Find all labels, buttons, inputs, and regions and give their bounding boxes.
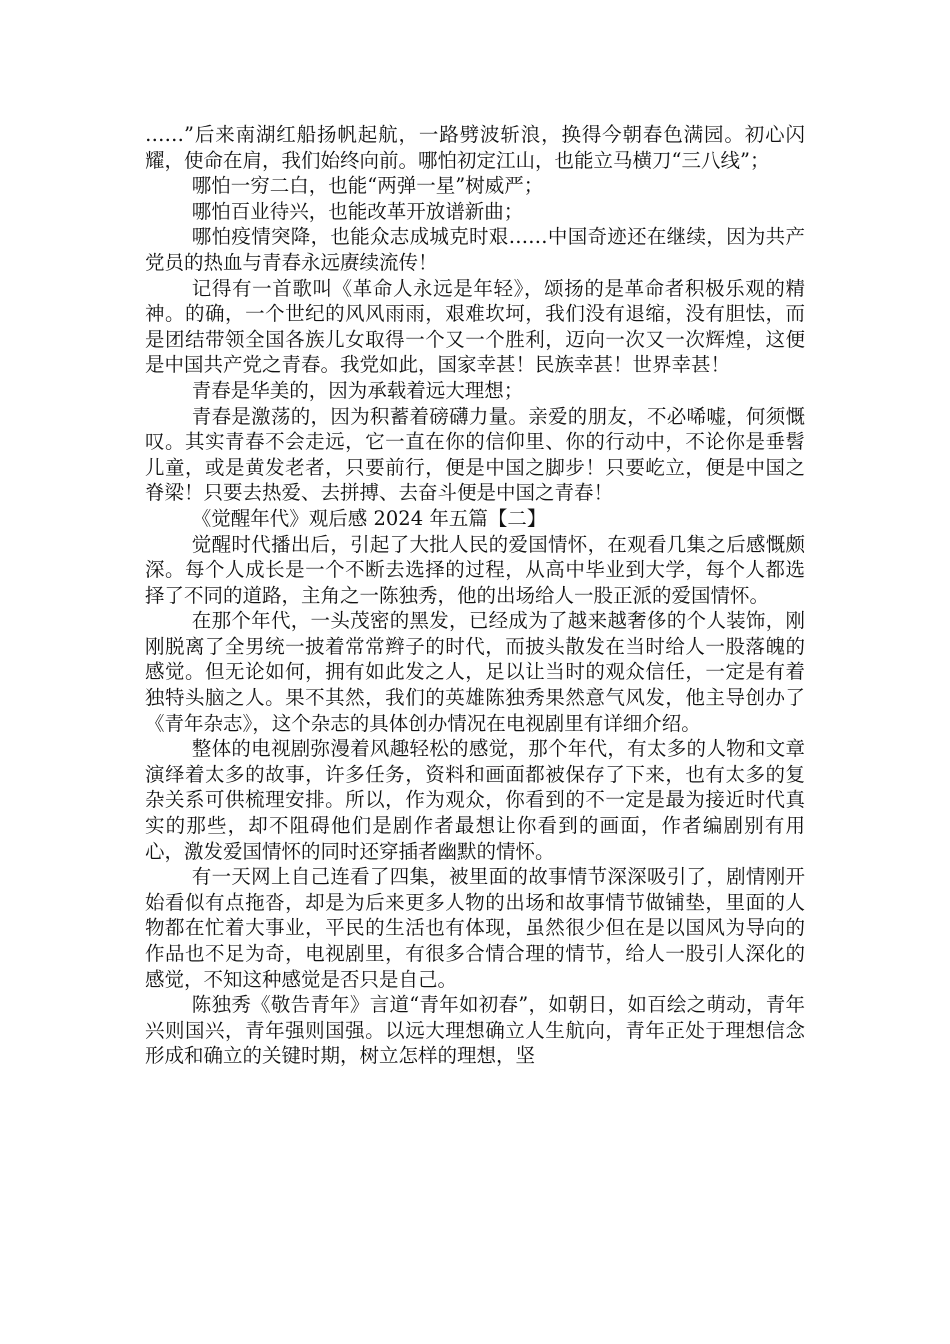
paragraph: 有一天网上自己连看了四集，被里面的故事情节深深吸引了，剧情刚开始看似有点拖沓，却是为后来更多人物的出场和故事情节做铺垫，里面的人物都在忙着大事业，平民的生活也有体现，虽然很少但在是以国风为导向的作品也不足为奇，电视剧里，有很多合情合理的情节，给人一股引人深化的感觉，不知这种感觉是否只是自己。 (145, 865, 805, 991)
paragraph: 哪怕百业待兴，也能改革开放谱新曲； (191, 199, 524, 223)
paragraph: 青春是激荡的，因为积蓄着磅礴力量。亲爱的朋友，不必唏嘘，何须慨叹。其实青春不会走远，它一直在你的信仰里、你的行动中，不论你是垂髫儿童，或是黄发老者，只要前行，便是中国之脚步！只要屹立，便是中国之脊梁！只要去热爱、去拼搏、去奋斗便是中国之青春！ (145, 404, 805, 505)
paragraph: 在那个年代，一头茂密的黑发，已经成为了越来越奢侈的个人装饰，刚刚脱离了全男统一披着常常辫子的时代，而披头散发在当时给人一股落魄的感觉。但无论如何，拥有如此发之人，足以让当时的观众信任，一定是有着独特头脑之人。果不其然，我们的英雄陈独秀果然意气风发，他主导创办了《青年杂志》，这个杂志的具体创办情况在电视剧里有详细介绍。 (145, 609, 805, 735)
paragraph: ……”后来南湖红船扬帆起航，一路劈波斩浪，换得今朝春色满园。初心闪耀，使命在肩，我们始终向前。哪怕初定江山，也能立马横刀“三八线”； (145, 123, 805, 172)
paragraph: 哪怕一穷二白，也能“两弹一星”树威严； (191, 174, 544, 198)
paragraph: 整体的电视剧弥漫着风趣轻松的感觉，那个年代，有太多的人物和文章演绎着太多的故事，许多任务，资料和画面都被保存了下来，也有太多的复杂关系可供梳理安排。所以，作为观众，你看到的不一定是最为接近时代真实的那些，却不阻碍他们是剧作者最想让你看到的画面，作者编剧别有用心，激发爱国情怀的同时还穿插者幽默的情怀。 (145, 737, 805, 863)
document-page (145, 122, 805, 1069)
paragraph: 陈独秀《敬告青年》言道“青年如初春”，如朝日，如百绘之萌动，青年兴则国兴，青年强则国强。以远大理想确立人生航向，青年正处于理想信念形成和确立的关键时期，树立怎样的理想，坚 (145, 993, 805, 1068)
paragraph: 觉醒时代播出后，引起了大批人民的爱国情怀，在观看几集之后感慨颇深。每个人成长是一个不断去选择的过程，从高中毕业到大学，每个人都选择了不同的道路，主角之一陈独秀，他的出场给人一股正派的爱国情怀。 (145, 532, 805, 607)
paragraph: 记得有一首歌叫《革命人永远是年轻》，颂扬的是革命者积极乐观的精神。的确，一个世纪的风风雨雨，艰难坎坷，我们没有退缩，没有胆怯，而是团结带领全国各族儿女取得一个又一个胜利，迈向一次又一次辉煌，这便是中国共产党之青春。我党如此，国家幸甚！民族幸甚！世界幸甚！ (145, 276, 805, 377)
section-heading: 《觉醒年代》观后感 2024 年五篇【二】 (191, 506, 547, 530)
paragraph: 哪怕疫情突降，也能众志成城克时艰……中国奇迹还在继续，因为共产党员的热血与青春永远赓续流传！ (145, 225, 805, 274)
paragraph: 青春是华美的，因为承载着远大理想； (191, 378, 524, 402)
